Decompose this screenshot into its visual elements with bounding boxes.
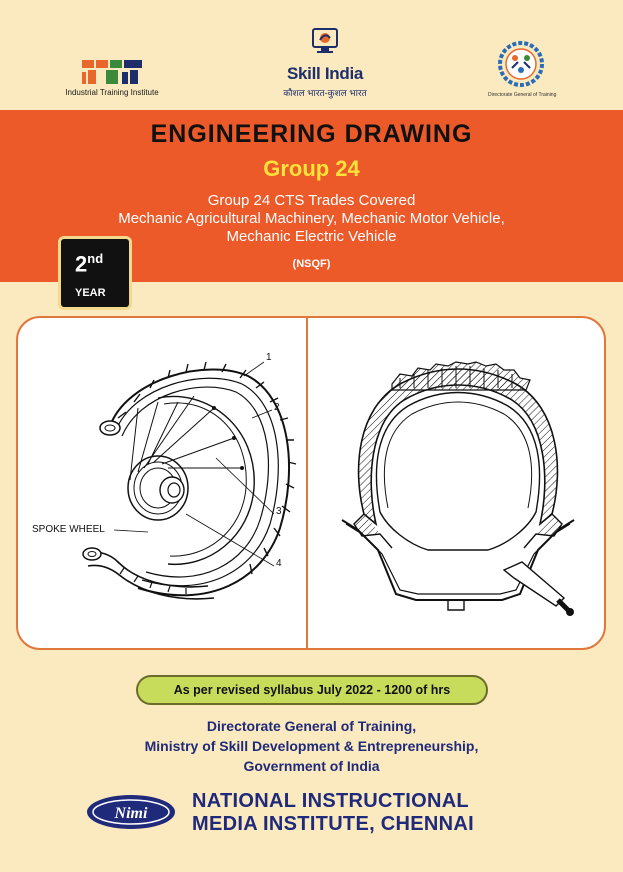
trades-line-2: Mechanic Agricultural Machinery, Mechanic Motor Vehicle, <box>118 210 505 227</box>
skill-india-logo-icon <box>310 26 340 56</box>
iti-logo-icon <box>82 56 144 86</box>
trades-line-3: Mechanic Electric Vehicle <box>226 228 397 245</box>
tyre-cross-section-illustration <box>308 318 606 650</box>
callout-4: 4 <box>276 558 282 569</box>
year-digit: 2 <box>75 251 88 277</box>
skill-india-logo <box>270 26 380 98</box>
callout-3: 3 <box>276 506 282 517</box>
dgt-caption: Directorate General of Training <box>488 92 557 98</box>
spoke-wheel-label: SPOKE WHEEL <box>32 524 105 535</box>
iti-logo <box>62 56 162 102</box>
skill-india-subtitle: कौशल भारत-कुशल भारत <box>283 88 367 98</box>
callout-1: 1 <box>266 352 272 363</box>
nimi-line-1: NATIONAL INSTRUCTIONAL <box>192 790 469 812</box>
publisher-line-3: Government of India <box>243 758 380 774</box>
dgt-logo <box>488 40 557 102</box>
nimi-logo-icon <box>86 794 176 830</box>
nimi-name <box>192 790 474 836</box>
publisher-line-1: Directorate General of Training, <box>206 718 417 734</box>
dgt-logo-icon <box>488 40 554 90</box>
year-suffix: nd <box>87 251 104 266</box>
publisher-line-2: Ministry of Skill Development & Entrepreneurship, <box>144 738 479 754</box>
syllabus-badge: As per revised syllabus July 2022 - 1200 of hrs <box>136 675 488 705</box>
publisher-block <box>0 716 623 776</box>
year-badge <box>58 236 132 310</box>
skill-india-title: Skill India <box>286 64 364 83</box>
illustration-panel <box>16 316 606 650</box>
year-number <box>75 251 103 277</box>
year-label: YEAR <box>75 287 106 299</box>
iti-caption: Industrial Training Institute <box>65 88 159 97</box>
callout-2: 2 <box>274 402 280 413</box>
nsqf-label: (NSQF) <box>292 258 331 270</box>
nimi-logo-text: Nimi <box>114 805 148 822</box>
spoke-wheel-illustration <box>18 318 306 650</box>
trades-line-1: Group 24 CTS Trades Covered <box>207 192 416 209</box>
nimi-line-2: MEDIA INSTITUTE, CHENNAI <box>192 813 475 835</box>
group-title: Group 24 <box>263 156 360 181</box>
book-title: ENGINEERING DRAWING <box>150 120 473 148</box>
